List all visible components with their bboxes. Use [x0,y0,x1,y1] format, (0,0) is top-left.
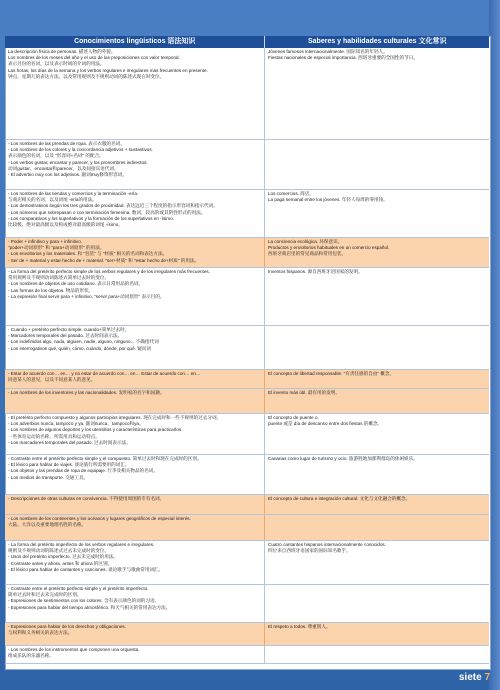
cultural-cell [265,268,489,325]
header-linguistic: Conocimientos lingüísticos 语法知识 [5,36,265,48]
cell-line: - Los nombres de objetos de uso cotidiano. 表示日常用品的名词。 [8,281,144,287]
cell-line: 表示颜色的名词，以及 "形容词+名词" 的配合。 [8,153,104,159]
cultural-cell [265,326,489,369]
cell-line: 同意某人的意见，以及不同意某人的意见。 [8,377,96,383]
table-header [5,36,489,48]
linguistic-cell [5,515,265,540]
cell-line: - Los nombres de las prendas de ropa. 表示衣服的名词。 [8,141,125,146]
cultural-cell [265,190,489,237]
cell-line: 四位来自西班牙语国家的国际知名歌手。 [268,548,351,554]
cell-line: Los nombres de los meses del año y el uso de las preposiciones con valor temporal. [8,55,180,61]
table-row [5,455,489,495]
cell-line: 钟点，星期几的表达方法，以及常用规则及不规则动词的陈述式现在时变位。 [8,73,165,79]
cell-line: - Contraste antes y ahora. antes 和 ahora 的区别。 [8,560,113,566]
cell-line: - Expresiones para hablar de los derechos y obligaciones. [8,624,126,629]
table-row [5,190,489,238]
header-cultural: Saberes y habilidades culturales 文化常识 [265,36,489,48]
cultural-cell [265,370,489,388]
table-row [5,585,489,623]
cell-line: Los comercios. 商店。 [268,191,314,196]
cell-line: 表示月份的名词，以及表示时间的介词的用法。 [8,61,105,67]
cell-line: "poder+动词原形" 和 "para+动词原形" 的用法。 [8,245,105,251]
linguistic-cell [5,140,265,189]
cell-line: 一些体育运动的名称，所需用具和运动特点。 [8,433,100,439]
cell-line: - Los medios de transporte. 交通工具。 [8,474,89,480]
linguistic-cell [5,326,265,369]
linguistic-cell [5,414,265,454]
table-row [5,414,489,455]
cell-line: 常用规则及不规则动词陈述式简单过去时的变位。 [8,275,110,281]
cell-line: - Los comparativos y los superlativos y la formación de los superlativos en -ísimo. [8,215,174,221]
linguistic-cell [5,646,265,663]
cell-line: - Expresiones de sentimientos con los colores. 含有表示颜色的词的习语。 [8,598,160,604]
cell-line: - Los verbos gustar, encantar y parecer, y los pronombres indirectos. [8,159,148,165]
cell-line: Las horas, los días de la semana y los verbos regulares e irregulares más frecuentes en presente. [8,67,208,73]
cell-line: Jóvenes famosos internacionalmente. 国际知名的年轻人。 [268,49,388,54]
linguistic-cell [5,238,265,267]
cell-line: - Marcadores temporales del pasado. 过去时间表示法。 [8,333,123,339]
cultural-cell [265,414,489,454]
cell-line: - El adverbio muy con los adjetivos. 副词muy修饰形容词。 [8,172,127,178]
page-word: siete [458,672,482,683]
linguistic-cell [5,190,265,237]
cell-line: - Los nombres de las tiendas y comercios y la terminación -ería. [8,191,139,196]
cell-line: 与权利和义务相关的表达方法。 [8,630,73,636]
table-row [5,268,489,326]
cell-line: - Los adverbios nunca, tampoco y ya. 副词nunca、tampoco和ya。 [8,421,144,427]
cell-line: - El léxico para hablar de cantantes y canciones. 谈论歌手与歌曲常用词汇。 [8,566,164,572]
linguistic-cell [5,495,265,514]
cell-line: Canarias como lugar de turismo y ocio. 旅游胜地加那利群岛的休闲娱乐。 [268,456,418,461]
table-row [5,646,489,664]
cell-line: - Contraste entre el pretérito perfecto simple y el pretérito imperfecto. [8,586,149,591]
cell-line: 西班牙商店里的常见商品和常用包装。 [268,251,347,257]
cell-line: - Los números que sobrepasan o con terminación femenina. 数词，较高阶或其阴性形式的用法。 [8,209,206,215]
cell-line: - El pretérito perfecto compuesto y algunos participios irregulares. 现在完成时和一些不规则的过去分词。 [8,415,222,420]
cell-line: - La expresión final servir para + infinitivo. "servir para+动词原形" 表示目的。 [8,293,165,299]
cell-line: - Los indefinidos algo, nada, alguien, nadie, alguno, ninguno... 不确指代词 [8,339,159,345]
cultural-cell [265,623,489,645]
table-row [5,140,489,190]
linguistic-cell [5,370,265,388]
cultural-cell [265,585,489,622]
cell-line: - El léxico para hablar de viajes. 谈论旅行所需要用的词汇。 [8,462,130,468]
linguistic-cell [5,48,265,139]
cell-line: Productos y envoltorios habituales en un comercio español. [268,245,390,251]
table-row [5,48,489,140]
cell-line: - Los envoltorios y los materiales. 和 "包装" 与 "材质" 相关的名词和表达方法。 [8,251,168,257]
cell-line: El respeto a todos. 尊重别人。 [268,624,331,629]
cell-line: - Poder + infinitivo y para + infinitivo. [8,239,83,244]
cell-line: - Contraste entre el pretérito perfecto simple y el compuesto. 简单过去时和现在完成时的区别。 [8,456,202,461]
cell-line: - Los interrogativos qué, quién, cómo, cuándo, dónde, por qué. 疑问词 [8,345,152,351]
cell-line: - Usos del pretérito imperfecto. 过去未完成时的用法。 [8,554,119,560]
table-row [5,495,489,515]
cell-line: - Los nombres de los instrumentos que componen una orquesta. [8,647,140,652]
page-digit: 7 [484,672,490,683]
cultural-cell [265,238,489,267]
cultural-cell [265,515,489,540]
cell-line: - Los nombres de los colores y la concordancia adjetivos + sustantivos. [8,147,153,153]
cell-line: Fiestas nacionales de especial importancia. 西班牙重要的全国性的节日。 [268,55,418,61]
table-row [5,326,489,370]
linguistic-cell [5,389,265,413]
cultural-cell [265,389,489,413]
linguistic-cell [5,455,265,494]
table-row [5,541,489,585]
cell-line: puente 或是 día de descanso entre dos fiestas 的概念。 [268,421,383,427]
cell-line: La descripción física de personas. 描述人物的外貌。 [8,49,116,54]
cultural-cell [265,455,489,494]
cell-line: Cuatro cantantes hispanos internacionalmente conocidos. [268,542,386,547]
cell-line: - Los demostrativos según los tres grados de proximidad. 表达远近三个程度的指示形容词和指示代词。 [8,203,218,209]
cell-line: 简单过去时和过去未完成时的区别。 [8,592,82,598]
cell-line: 与商店相关的名词，以及词尾 -ería的用法。 [8,197,97,203]
cell-line: 大陆、大洋以及重要地理名胜的名称。 [8,522,87,528]
table-row [5,370,489,389]
cell-line: - Las formas de los objetos. 物品的形状。 [8,287,94,293]
cultural-cell [265,140,489,189]
cell-line: 动词gustar、encantar和parecer，以及间接宾语代词。 [8,165,119,171]
cultural-cell [265,48,489,139]
table-row [5,515,489,541]
linguistic-cell [5,623,265,645]
page-number [459,672,490,683]
linguistic-cell [5,268,265,325]
cell-line: El concepto de puente o. [268,415,319,420]
cultural-cell [265,646,489,663]
cell-line: - Expresiones para hablar del tiempo atmosférico. 和天气相关的常用表达方法。 [8,604,171,610]
cell-line: - La forma del pretérito perfecto simple de los verbos regulares y de los irregulares más frecuentes. [8,269,210,274]
table-row [5,389,489,414]
table-row [5,238,489,268]
cell-line: - Los objetos y las prendas de ropa de equipaje. 行李及相关物品的名词。 [8,468,158,474]
cell-line: - La forma del pretérito imperfecto de los verbos regulares e irregulares. [8,542,155,547]
cell-line: - Estar de acuerdo con… en… y no estar de acuerdo con… en… Estar de acuerdo con… en… [8,371,201,376]
cultural-cell [265,495,489,514]
cell-line: - Los nombres de los continentes y los océanos y lugares geográficos de especial interés. [8,516,191,521]
cell-line: 比较级、绝对最高级以及构成绝对最高级的词尾 -ísimo。 [8,222,123,228]
cell-line: La conciencia ecológica. 环保意识。 [268,239,343,244]
cell-line: Inventos hispanos. 源自西班牙语国家的发明。 [268,269,363,274]
cell-line: - Los nombres de algunos deportes y los utensilios y características para practicarlos. [8,427,183,433]
cell-line: - Los marcadores temporales del pasado. 过去时间表示法。 [8,439,131,445]
cell-line: - Descripciones de otras culturas en convivencia. 不得使用周围的专有名词。 [8,496,165,501]
table-row [5,623,489,646]
cell-line: El invento más útil. 最有用的发明。 [268,390,340,395]
cell-line: - Ser de + material y estar hecho de + material. "ser+材质" 和 "estar hecho de+材质" 的用法。 [8,257,200,263]
cell-line: La paga semanal entre los jóvenes. 年轻人每周的零用钱。 [268,197,388,203]
cell-line: El concepto de libertad responsable. "有责任感的自由" 概念。 [268,371,395,376]
linguistic-cell [5,541,265,584]
cell-line: 组成乐队的乐器名称。 [8,653,54,659]
linguistic-cell [5,585,265,622]
cell-line: - Cuando + pretérito perfecto simple. cuando+简单过去时。 [8,327,130,332]
cultural-cell [265,541,489,584]
cell-line: El concepto de cultura e integración cultural. 文化与文化融合的概念。 [268,496,411,501]
cell-line: - Los nombres de los inventores y las nacionalidades. 发明家的名字和国籍。 [8,390,165,395]
cell-line: 规则及不规则动词的陈述式过去未完成时的变位。 [8,548,110,554]
